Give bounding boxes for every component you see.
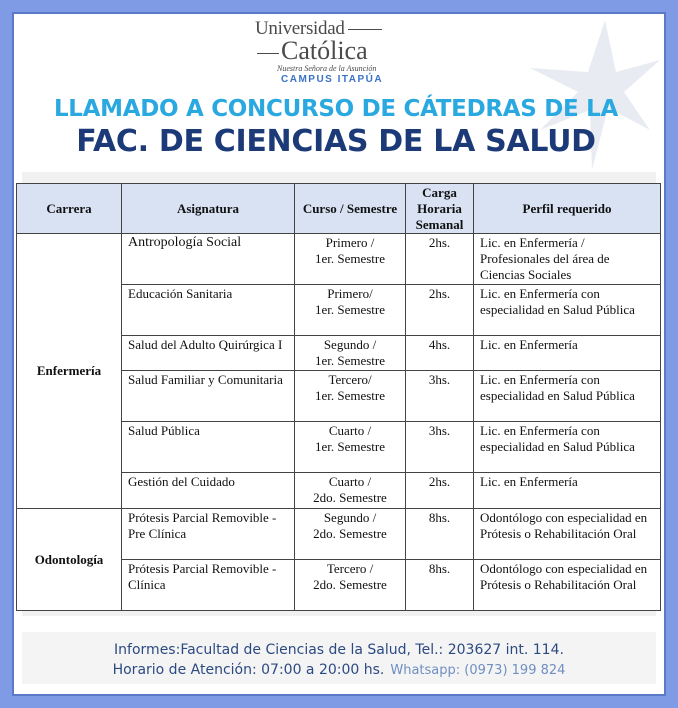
logo-line-universidad: Universidad <box>255 18 405 40</box>
carga-cell: 4hs. <box>406 336 474 371</box>
informes-text: Informes:Facultad de Ciencias de la Salud, Tel.: 203627 int. 114. <box>114 642 564 658</box>
curso-cell <box>295 422 406 473</box>
carga-cell: 8hs. <box>406 509 474 560</box>
carga-cell: 2hs. <box>406 473 474 509</box>
curso-semester: 2do. Semestre <box>313 490 387 505</box>
courses-table <box>16 183 661 611</box>
curso-cell <box>295 336 406 371</box>
title-line-1: LLAMADO A CONCURSO DE CÁTEDRAS DE LA <box>53 96 619 122</box>
curso-year: Segundo / <box>323 510 377 525</box>
whatsapp-text: Whatsapp: (0973) 199 824 <box>390 663 566 678</box>
asignatura-cell: Salud Pública <box>122 422 295 473</box>
table-row <box>17 509 661 560</box>
asignatura-cell: Prótesis Parcial Removible - Clínica <box>122 560 295 611</box>
table-row <box>17 234 661 285</box>
curso-semester: 1er. Semestre <box>314 388 386 403</box>
header-perfil: Perfil requerido <box>474 184 661 234</box>
perfil-cell: Lic. en Enfermería con especialidad en Salud Pública <box>474 285 661 336</box>
curso-semester: 1er. Semestre <box>314 302 386 317</box>
curso-semester: 2do. Semestre <box>313 577 387 592</box>
perfil-cell: Lic. en Enfermería <box>474 473 661 509</box>
curso-year: Cuarto / <box>328 474 372 489</box>
carga-cell: 3hs. <box>406 371 474 422</box>
perfil-cell: Lic. en Enfermería <box>474 336 661 371</box>
logo-line-campus: CAMPUS ITAPÚA <box>281 74 384 85</box>
curso-year: Tercero/ <box>328 372 372 387</box>
logo-line-catolica: Católica <box>257 36 405 66</box>
carga-cell: 2hs. <box>406 285 474 336</box>
perfil-cell: Odontólogo con especialidad en Prótesis o Rehabilitación Oral <box>474 509 661 560</box>
carga-cell: 2hs. <box>406 234 474 285</box>
header-carrera: Carrera <box>17 184 122 234</box>
asignatura-cell: Antropología Social <box>122 234 295 285</box>
carga-cell: 8hs. <box>406 560 474 611</box>
asignatura-cell: Salud Familiar y Comunitaria <box>122 371 295 422</box>
perfil-cell: Lic. en Enfermería con especialidad en Salud Pública <box>474 371 661 422</box>
header-asignatura: Asignatura <box>122 184 295 234</box>
horario-line <box>22 662 656 678</box>
curso-semester: 1er. Semestre <box>314 353 386 368</box>
asignatura-cell: Gestión del Cuidado <box>122 473 295 509</box>
curso-cell <box>295 285 406 336</box>
curso-cell <box>295 234 406 285</box>
curso-semester: 1er. Semestre <box>314 251 386 266</box>
carga-cell: 3hs. <box>406 422 474 473</box>
curso-cell <box>295 371 406 422</box>
carrera-cell: Enfermería <box>17 234 122 509</box>
curso-cell <box>295 473 406 509</box>
contact-footer <box>22 632 656 684</box>
horario-text: Horario de Atención: 07:00 a 20:00 hs. <box>112 662 385 678</box>
header-curso: Curso / Semestre <box>295 184 406 234</box>
asignatura-cell: Salud del Adulto Quirúrgica I <box>122 336 295 371</box>
curso-year: Cuarto / <box>328 423 372 438</box>
table-header-row <box>17 184 661 234</box>
perfil-cell: Lic. en Enfermería / Profesionales del área de Ciencias Sociales <box>474 234 661 285</box>
asignatura-cell: Educación Sanitaria <box>122 285 295 336</box>
curso-cell <box>295 560 406 611</box>
carrera-cell: Odontología <box>17 509 122 611</box>
title-line-2: FAC. DE CIENCIAS DE LA SALUD <box>76 124 596 159</box>
asignatura-cell: Prótesis Parcial Removible - Pre Clínica <box>122 509 295 560</box>
curso-year: Primero / <box>325 235 375 250</box>
logo-line-subtitle: Nuestra Señora de la Asunción <box>277 64 377 73</box>
curso-year: Tercero / <box>326 561 374 576</box>
curso-cell <box>295 509 406 560</box>
curso-year: Primero/ <box>327 286 373 301</box>
perfil-cell: Odontólogo con especialidad en Prótesis o Rehabilitación Oral <box>474 560 661 611</box>
curso-year: Segundo / <box>323 337 377 352</box>
curso-semester: 2do. Semestre <box>313 526 387 541</box>
curso-semester: 1er. Semestre <box>314 439 386 454</box>
perfil-cell: Lic. en Enfermería con especialidad en Salud Pública <box>474 422 661 473</box>
header-carga: Carga Horaria Semanal <box>406 184 474 234</box>
university-logo <box>255 18 405 85</box>
